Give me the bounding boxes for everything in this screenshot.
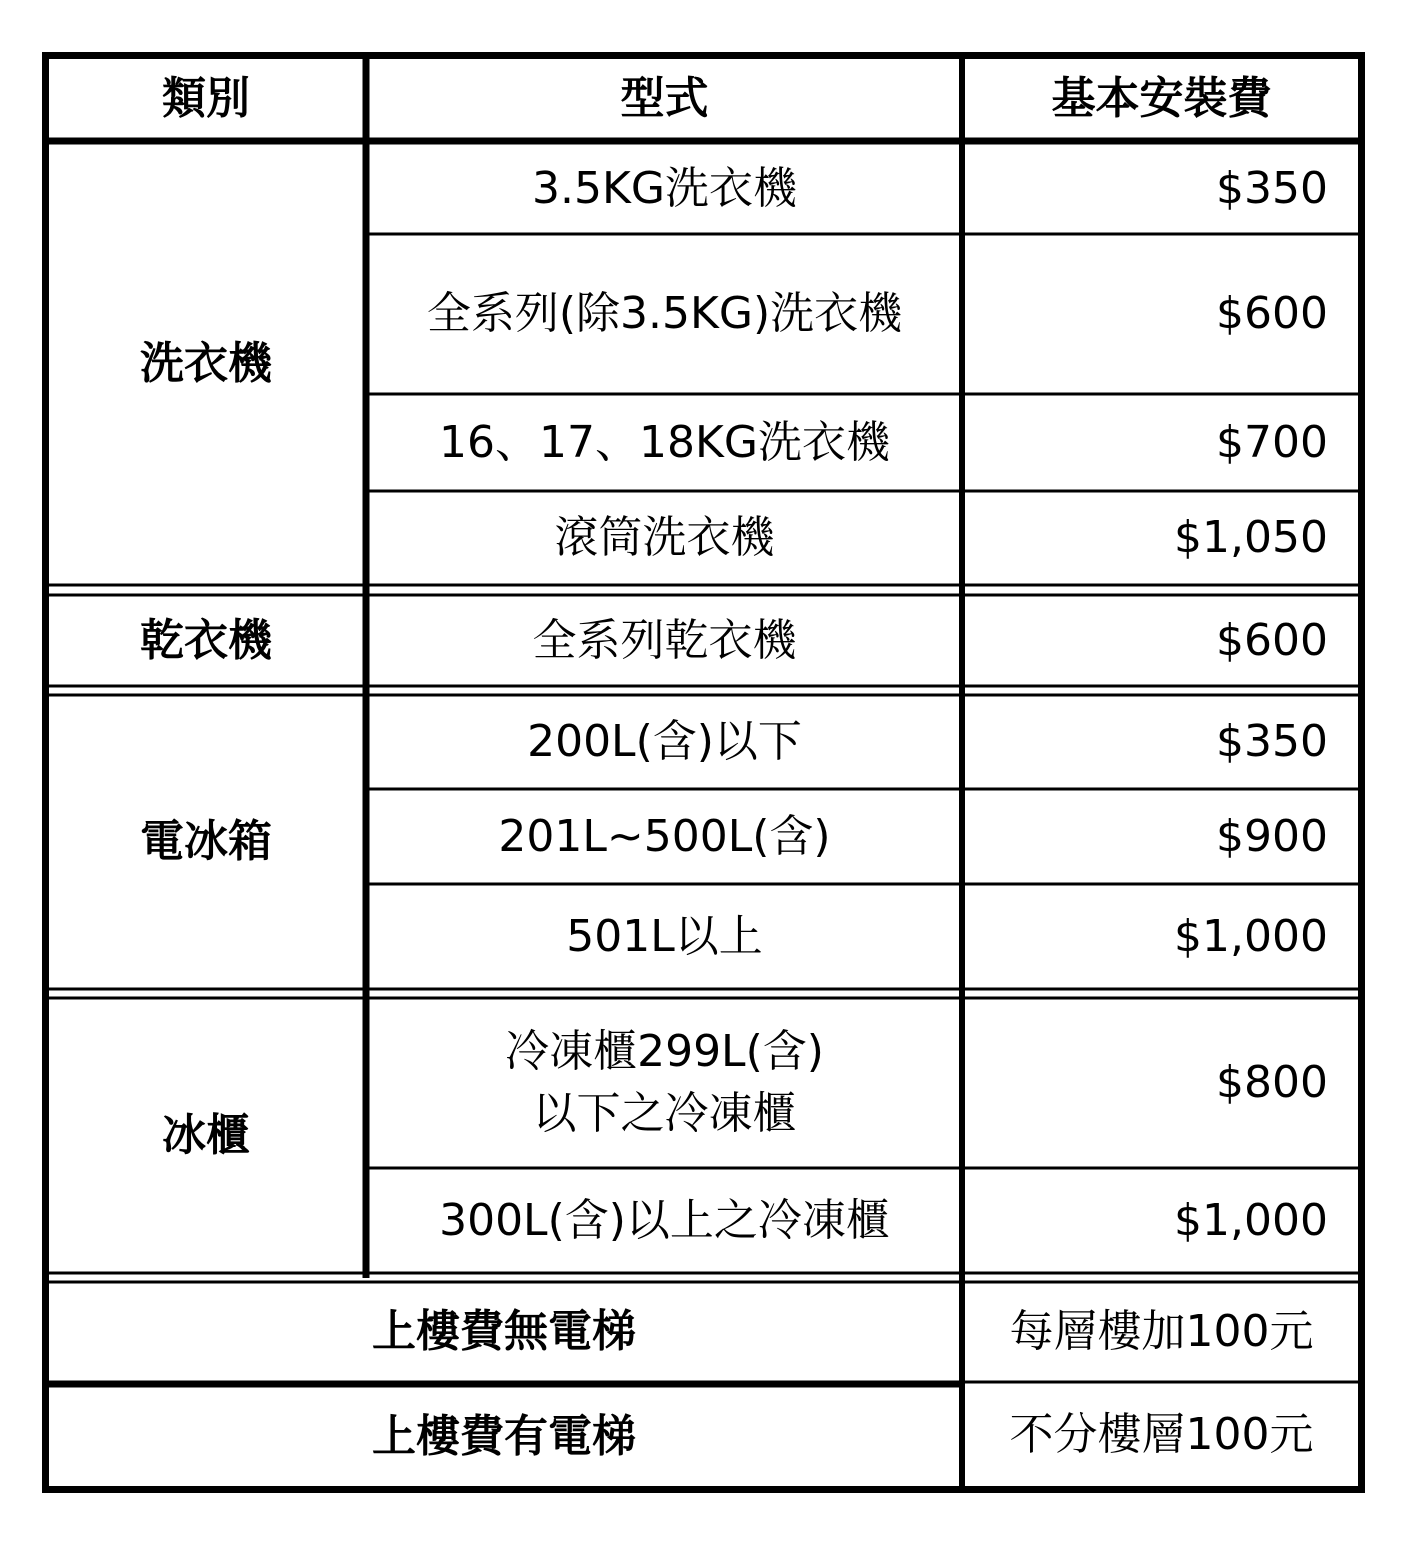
type-line: 冷凍櫃299L(含) [505, 1026, 824, 1077]
fee-cell: $800 [1216, 1057, 1328, 1108]
type-cell: 3.5KG洗衣機 [532, 163, 797, 214]
type-cell: 201L~500L(含) [498, 810, 831, 862]
fee-cell: $600 [1216, 288, 1328, 339]
type-cell: 全系列乾衣機 [532, 614, 797, 666]
header-category: 類別 [162, 72, 250, 124]
fee-cell: $1,000 [1174, 910, 1328, 962]
stair-fee-value-with-elevator: 不分樓層100元 [1009, 1409, 1314, 1460]
stair-fee-label-with-elevator: 上樓費有電梯 [372, 1411, 636, 1462]
fee-cell: $600 [1216, 614, 1328, 666]
stair-fee-label-no-elevator: 上樓費無電梯 [372, 1306, 636, 1357]
fee-cell: $900 [1216, 810, 1328, 862]
stair-fee-value-no-elevator: 每層樓加100元 [1009, 1306, 1314, 1357]
type-cell: 501L以上 [566, 910, 763, 962]
header-fee: 基本安裝費 [1051, 72, 1272, 124]
header-type: 型式 [620, 72, 709, 124]
type-cell: 全系列(除3.5KG)洗衣機 [426, 288, 903, 339]
type-line: 以下之冷凍櫃 [532, 1088, 797, 1139]
type-cell: 16、17、18KG洗衣機 [439, 416, 890, 468]
fee-cell: $700 [1216, 416, 1328, 468]
type-cell-multiline [370, 1000, 959, 1166]
category-washer: 洗衣機 [140, 338, 272, 389]
installation-fee-table [42, 52, 1365, 1493]
fee-cell: $350 [1216, 716, 1328, 767]
fee-cell: $350 [1216, 163, 1328, 214]
type-cell: 300L(含)以上之冷凍櫃 [439, 1194, 890, 1246]
category-fridge: 電冰箱 [140, 816, 272, 867]
fee-cell: $1,000 [1174, 1194, 1328, 1246]
category-dryer: 乾衣機 [140, 614, 272, 666]
category-freezer: 冰櫃 [162, 1109, 250, 1161]
type-cell: 滾筒洗衣機 [554, 512, 775, 563]
fee-cell: $1,050 [1174, 512, 1328, 563]
type-cell: 200L(含)以下 [527, 716, 802, 767]
